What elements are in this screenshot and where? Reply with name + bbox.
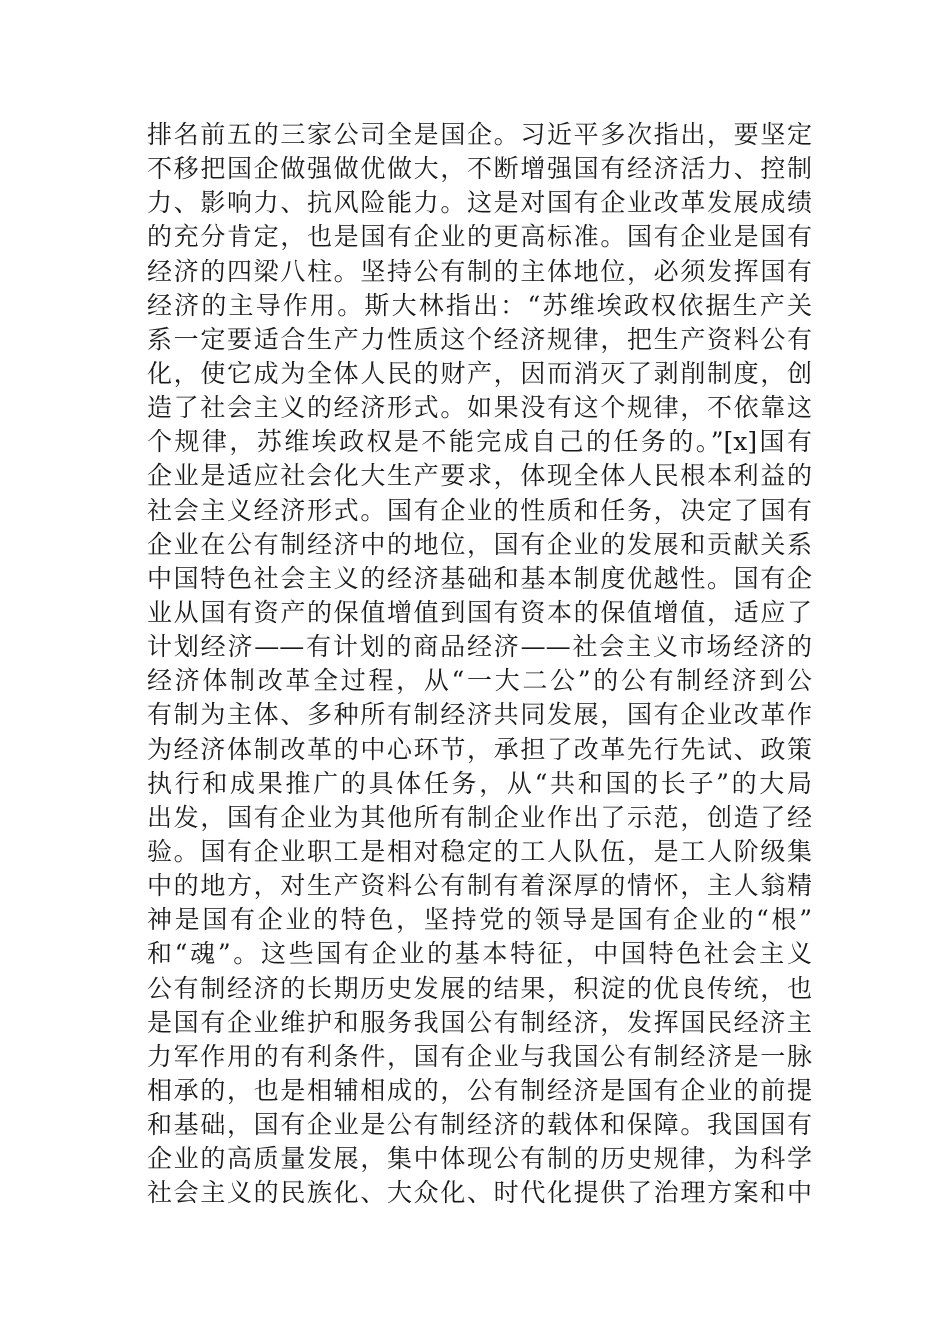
text-line: 计划经济——有计划的商品经济——社会主义市场经济的 [147,632,812,662]
text-line: 执行和成果推广的具体任务，从“共和国的长子”的大局 [147,768,812,798]
text-line: 为经济体制改革的中心环节，承担了改革先行先试、政策 [147,734,812,764]
text-line: 验。国有企业职工是相对稳定的工人队伍，是工人阶级集 [147,836,812,866]
body-paragraph [147,118,812,1211]
text-line: 企业在公有制经济中的地位，国有企业的发展和贡献关系 [147,529,812,559]
text-line: 社会主义的民族化、大众化、时代化提供了治理方案和中 [147,1178,812,1208]
text-line: 公有制经济的长期历史发展的结果，积淀的优良传统，也 [147,973,812,1003]
text-line: 有制为主体、多种所有制经济共同发展，国有企业改革作 [147,700,812,730]
text-line: 是国有企业维护和服务我国公有制经济，发挥国民经济主 [147,1007,812,1037]
text-line: 不移把国企做强做优做大，不断增强国有经济活力、控制 [147,154,812,184]
text-line: 排名前五的三家公司全是国企。习近平多次指出，要坚定 [147,120,812,149]
text-line: 造了社会主义的经济形式。如果没有这个规律，不依靠这 [147,393,812,423]
text-line: 企业的高质量发展，集中体现公有制的历史规律，为科学 [147,1144,812,1174]
text-line: 系一定要适合生产力性质这个经济规律，把生产资料公有 [147,324,812,354]
text-line: 力军作用的有利条件，国有企业与我国公有制经济是一脉 [147,1041,812,1071]
text-line: 和基础，国有企业是公有制经济的载体和保障。我国国有 [147,1110,812,1140]
text-line: 化，使它成为全体人民的财产，因而消灭了剥削制度，创 [147,358,812,388]
text-line: 神是国有企业的特色，坚持党的领导是国有企业的“根” [147,905,812,935]
text-line: 个规律，苏维埃政权是不能完成自己的任务的。”[x]国有 [147,427,812,457]
text-line: 经济体制改革全过程，从“一大二公”的公有制经济到公 [147,666,812,696]
text-line: 力、影响力、抗风险能力。这是对国有企业改革发展成绩 [147,188,812,218]
text-line: 企业是适应社会化大生产要求，体现全体人民根本利益的 [147,461,812,491]
text-line: 经济的四梁八柱。坚持公有制的主体地位，必须发挥国有 [147,256,812,286]
text-line: 的充分肯定，也是国有企业的更高标准。国有企业是国有 [147,222,812,252]
text-line: 中的地方，对生产资料公有制有着深厚的情怀，主人翁精 [147,871,812,901]
text-line: 社会主义经济形式。国有企业的性质和任务，决定了国有 [147,495,812,525]
text-line: 业从国有资产的保值增值到国有资本的保值增值，适应了 [147,597,812,627]
text-line: 出发，国有企业为其他所有制企业作出了示范，创造了经 [147,802,812,832]
text-line: 相承的，也是相辅相成的，公有制经济是国有企业的前提 [147,1075,812,1105]
text-line: 和“魂”。这些国有企业的基本特征，中国特色社会主义 [147,939,812,969]
text-line: 中国特色社会主义的经济基础和基本制度优越性。国有企 [147,563,812,593]
text-line: 经济的主导作用。斯大林指出：“苏维埃政权依据生产关 [147,290,812,320]
